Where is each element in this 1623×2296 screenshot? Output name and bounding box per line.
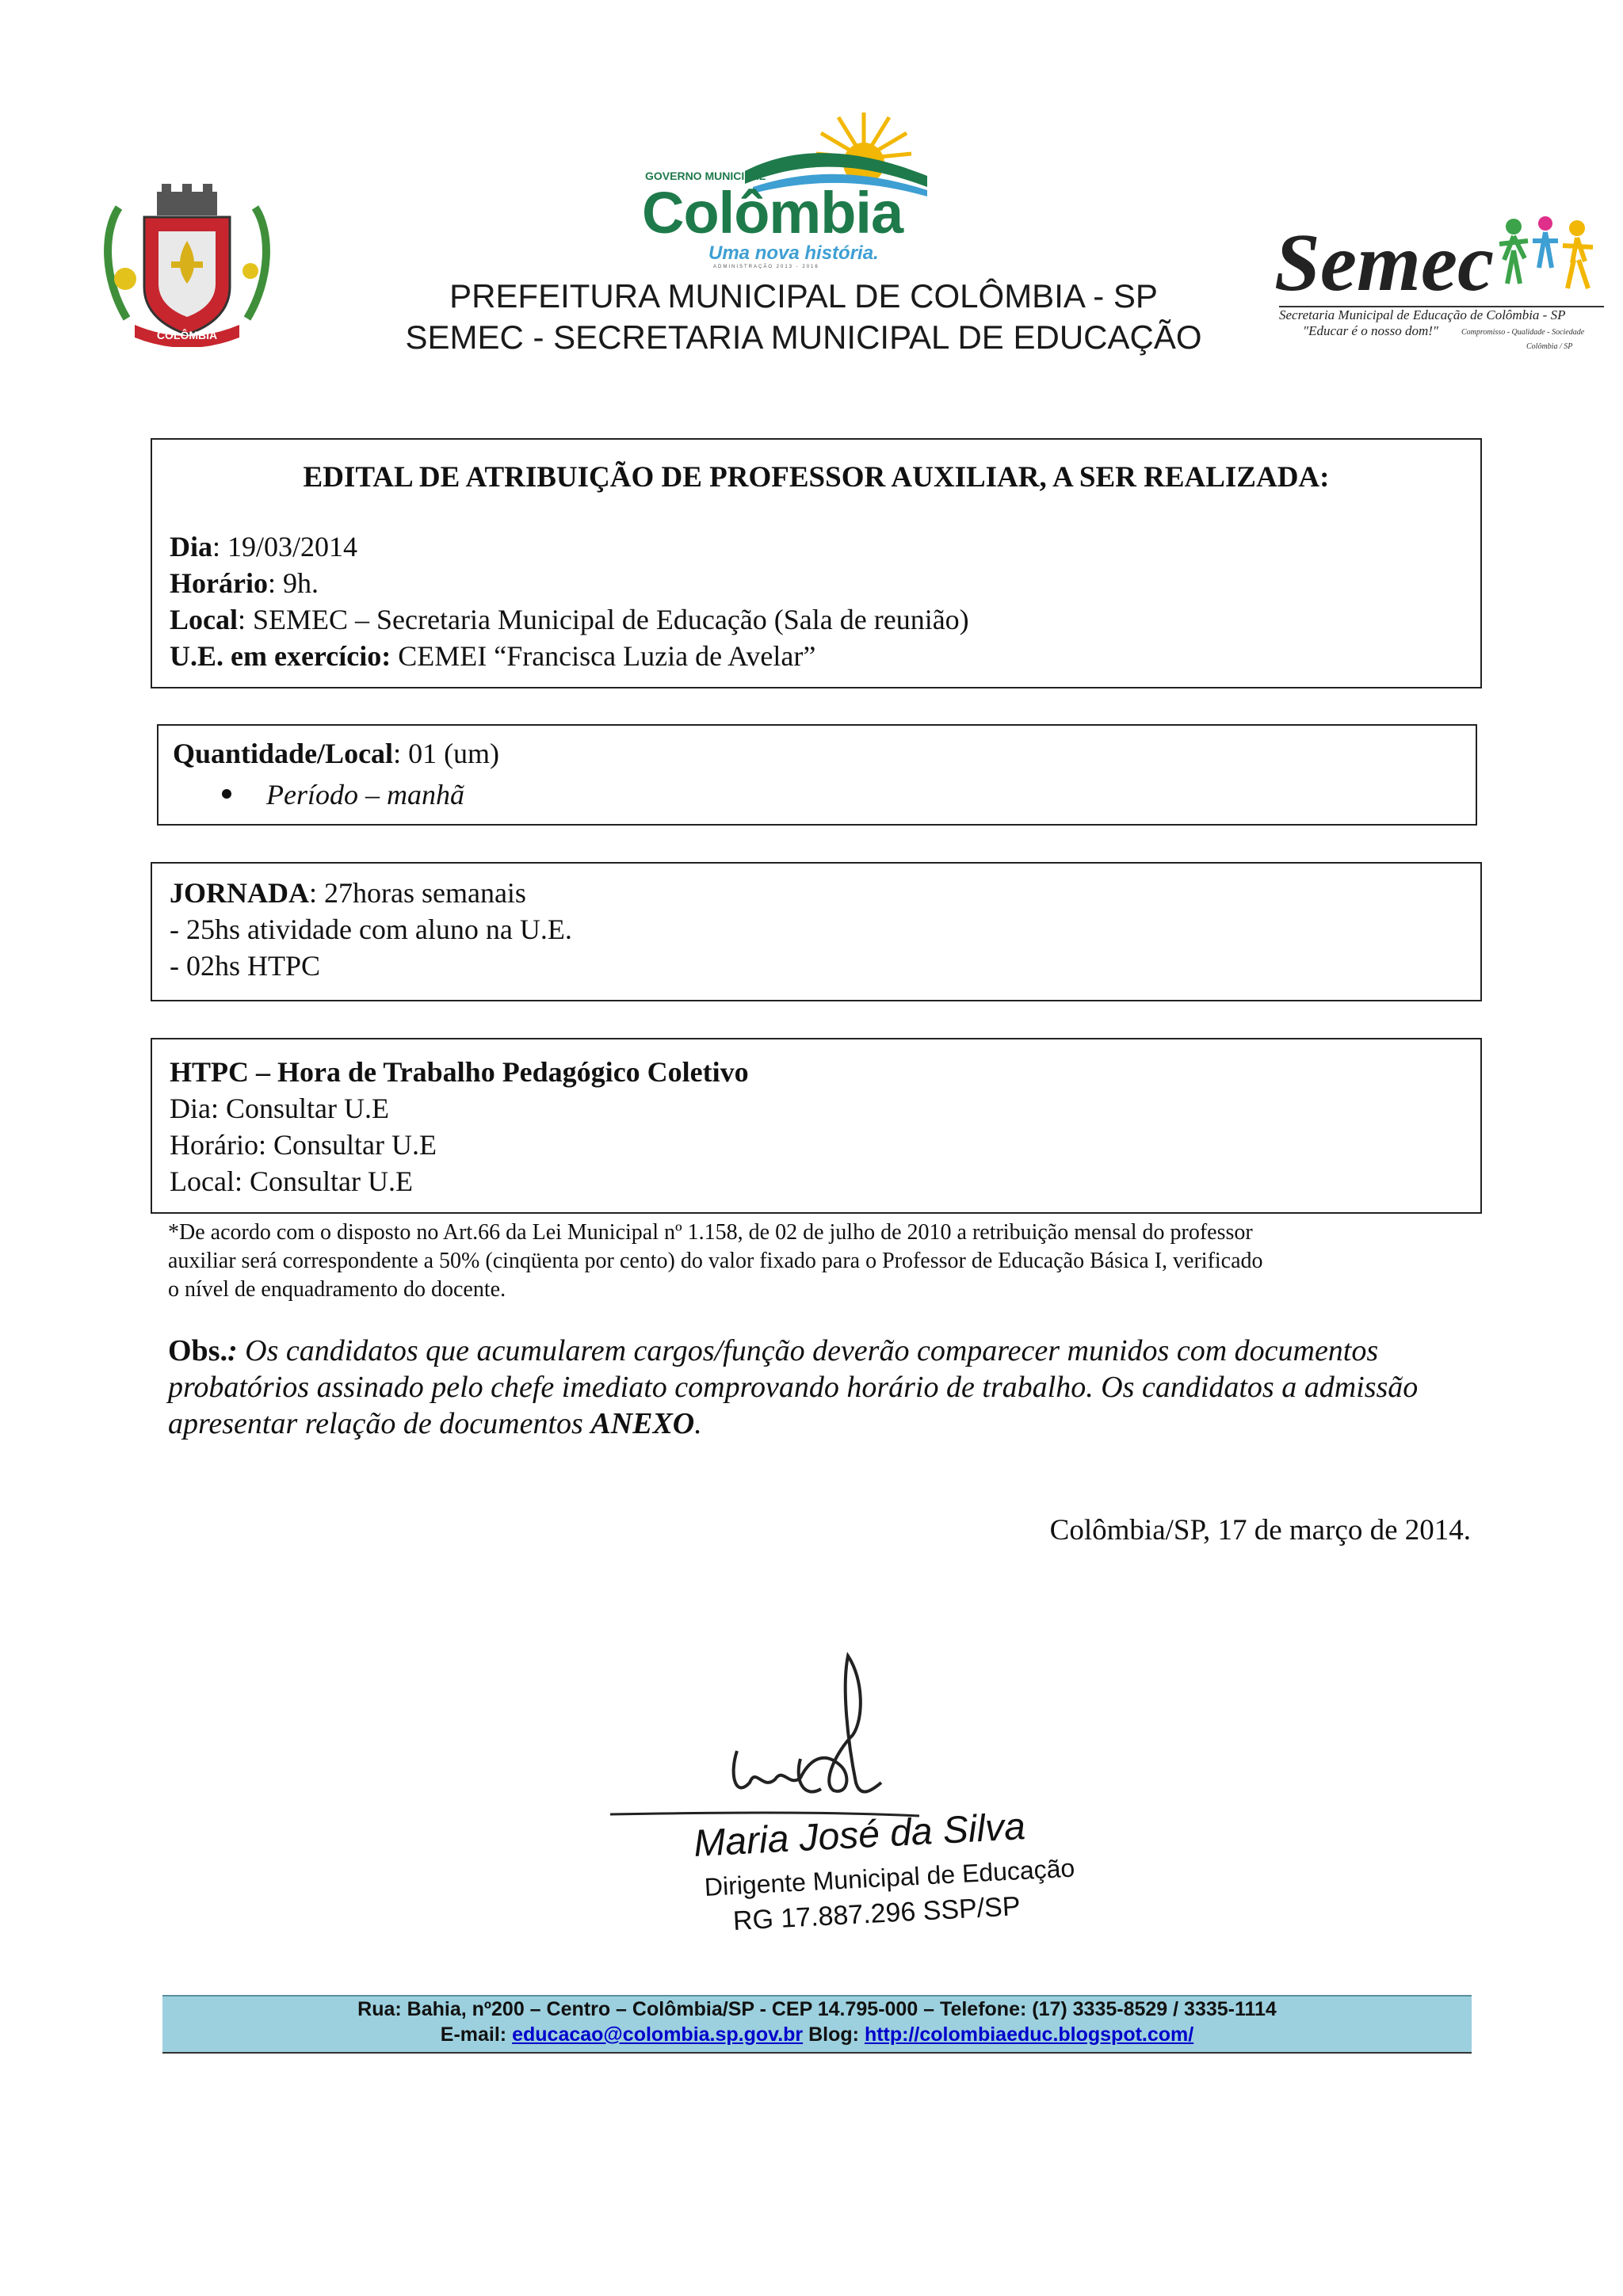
header-prefeitura: PREFEITURA MUNICIPAL DE COLÔMBIA - SP [449, 277, 1158, 315]
quantidade-box [157, 724, 1477, 826]
htpc-box [151, 1038, 1482, 1214]
legal-note-line-1: *De acordo com o disposto no Art.66 da Lei Municipal nº 1.158, de 02 de julho de 2010 a retribuição mensal do professor [168, 1220, 1253, 1245]
signature-role: Dirigente Municipal de Educação [704, 1853, 1076, 1901]
gov-logo-name: Colômbia [642, 180, 903, 246]
footer-contacts [162, 2022, 1472, 2047]
footer-bar [162, 1995, 1472, 2054]
jornada-label: JORNADA [170, 877, 309, 909]
local-value: : SEMEC – Secretaria Municipal de Educação (Sala de reunião) [238, 604, 969, 635]
local-label: Local [170, 604, 238, 635]
dia-value: : 19/03/2014 [212, 531, 358, 563]
obs-paragraph [168, 1333, 1484, 1442]
children-figures-icon [1496, 212, 1599, 299]
semec-logo-motto: "Educar é o nosso dom!" [1303, 323, 1439, 338]
htpc-horario: Horário: Consultar U.E [170, 1129, 437, 1161]
signature-block [586, 1632, 1094, 1949]
semec-logo-subtitle: Secretaria Municipal de Educação de Colômbia - SP [1279, 306, 1604, 323]
obs-end: . [694, 1407, 702, 1440]
semec-logo-name: Semec [1274, 217, 1495, 308]
htpc-dia: Dia: Consultar U.E [170, 1093, 389, 1124]
jornada-value: : 27horas semanais [309, 877, 526, 909]
htpc-local: Local: Consultar U.E [170, 1165, 413, 1197]
legal-note-line-3: o nível de enquadramento do docente. [168, 1277, 506, 1302]
footer-email-link[interactable]: educacao@colombia.sp.gov.br [512, 2023, 804, 2046]
ue-label: U.E. em exercício: [170, 640, 391, 672]
obs-label: Obs. [168, 1334, 227, 1367]
semec-logo [1274, 212, 1607, 355]
obs-colon: : [227, 1334, 238, 1367]
quantidade-value: : 01 (um) [393, 738, 500, 769]
semec-logo-place: Colômbia / SP [1526, 342, 1573, 351]
bullet-icon [222, 789, 231, 799]
obs-text: Os candidatos que acumularem cargos/função deverão comparecer munidos com documentos probatórios assinado pelo chefe imediato comprovando horário de trabalho. Os candidatos a admissão apresentar relação de documentos [168, 1334, 1419, 1440]
gov-logo-admin: ADMINISTRAÇÃO 2013 - 2016 [713, 265, 819, 269]
htpc-title: HTPC – Hora de Trabalho Pedagógico Coletivo [170, 1056, 749, 1088]
coat-ribbon-text: COLÔMBIA [156, 329, 218, 341]
periodo-text: Período – manhã [266, 779, 464, 810]
footer-email-label: E-mail: [440, 2023, 507, 2046]
jornada-box [151, 862, 1482, 1001]
gov-logo-tagline: Uma nova história. [708, 242, 879, 264]
header-semec: SEMEC - SECRETARIA MUNICIPAL DE EDUCAÇÃO [405, 318, 1202, 356]
edital-title: EDITAL DE ATRIBUIÇÃO DE PROFESSOR AUXILIAR, A SER REALIZADA: [303, 461, 1330, 494]
edital-local [170, 603, 969, 636]
edital-horario [170, 566, 319, 600]
jornada-htpc: - 02hs HTPC [170, 950, 321, 982]
jornada-atividade: - 25hs atividade com aluno na U.E. [170, 913, 572, 945]
quantidade-line [173, 737, 499, 770]
semec-logo-values: Compromisso - Qualidade - Sociedade [1461, 328, 1585, 337]
horario-value: : 9h. [267, 567, 319, 599]
footer-address: Rua: Bahia, nº200 – Centro – Colômbia/SP - CEP 14.795-000 – Telefone: (17) 3335-8529 / 3335-1114 [357, 1998, 1277, 2020]
edital-box [151, 438, 1482, 688]
edital-dia [170, 530, 357, 563]
ue-value: CEMEI “Francisca Luzia de Avelar” [391, 640, 816, 672]
date-line: Colômbia/SP, 17 de março de 2014. [1049, 1514, 1471, 1547]
horario-label: Horário [170, 567, 268, 599]
signature-name: Maria José da Silva [693, 1806, 1027, 1865]
legal-note-line-2: auxiliar será correspondente a 50% (cinqüenta por cento) do valor fixado para o Professor de Educação Básica I, verificado [168, 1249, 1263, 1273]
quantidade-label: Quantidade/Local [173, 738, 394, 769]
obs-anexo: ANEXO [590, 1407, 695, 1440]
periodo-bullet-item [158, 778, 792, 813]
jornada-line [170, 876, 526, 910]
government-logo [626, 111, 943, 269]
signature-rg: RG 17.887.296 SSP/SP [732, 1891, 1022, 1936]
edital-ue [170, 639, 815, 673]
footer-blog-link[interactable]: http://colombiaeduc.blogspot.com/ [864, 2023, 1194, 2046]
dia-label: Dia [170, 531, 212, 563]
gov-logo-small-text: GOVERNO MUNICIPAL [645, 170, 766, 182]
footer-blog-label: Blog: [808, 2023, 859, 2046]
